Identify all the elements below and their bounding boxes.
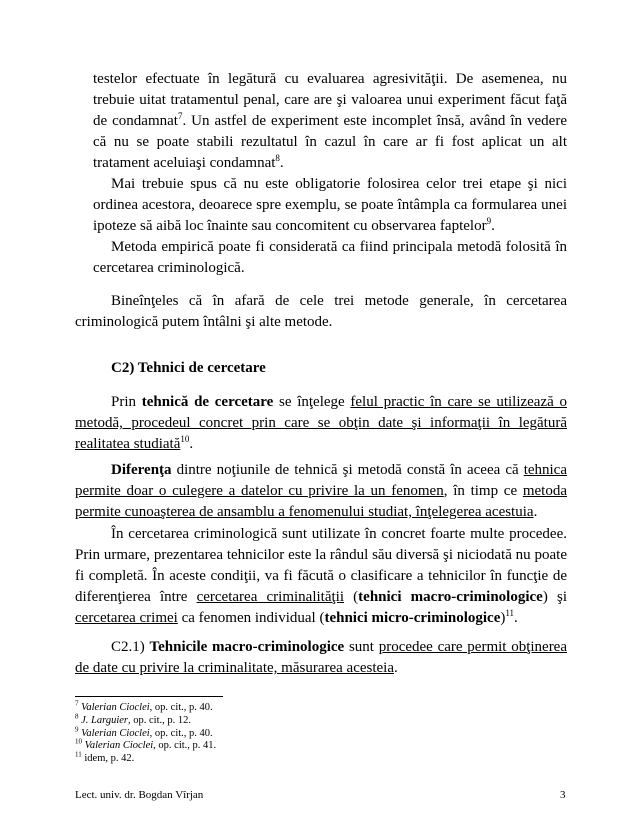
section-heading: C2) Tehnici de cercetare [111, 360, 266, 376]
footnote-ref-8: 8 [275, 153, 280, 163]
footnotes [75, 699, 217, 766]
paragraph-5: Prin tehnică de cercetare se înţelege felul practic în care se utilizează o metodă, procedeul concret prin care se obţin date şi informaţii în legătură realitatea studiată$^{10}$. [75, 394, 567, 452]
paragraph-2: Mai trebuie spus că nu este obligatorie folosirea celor trei etape şi nici ordinea acestora, deoarece spre exemplu, se poate întâmpla ca formularea unei ipoteze să aibă loc înainte sau concomitent cu observarea faptelor$^9$. [93, 176, 567, 234]
footnote-8: $^8$ J. Larguier, op. cit., p. 12. [75, 712, 191, 726]
paragraph-4: Bineînţeles că în afară de cele trei metode generale, în cercetarea criminologică putem întâlni şi alte metode. [75, 293, 567, 330]
footnote-10: $^{10}$ Valerian Cioclei, op. cit., p. 41. [75, 737, 217, 752]
paragraph-1: testelor efectuate în legătură cu evaluarea agresivităţii. De asemenea, nu trebuie uitat tratamentul penal, care are şi valoarea unui experiment făcut faţă de condamnat$^7$. Un astfel de experiment este incomplet însă, având în vedere că nu se poate stabili rezultatul în cazul în care ar fi fost aplicat un alt tratament aceluiaşi condamnat$^8$. [93, 71, 567, 171]
footnote-11: $^{11}$ idem, p. 42. [75, 750, 135, 765]
footnote-ref-10: 10 [180, 434, 190, 444]
paragraph-3: Metoda empirică poate fi considerată ca fiind principala metodă folosită în cercetarea criminologică. [93, 239, 567, 276]
footnote-ref-11: 11 [505, 608, 515, 618]
paragraph-8: C2.1) Tehnicile macro-criminologice sunt procedee care permit obţinerea de date cu privire la criminalitate, măsurarea acesteia. [75, 639, 568, 676]
footnote-ref-9: 9 [486, 216, 492, 226]
footnote-ref-7: 7 [177, 111, 183, 121]
footer-author: Lect. univ. dr. Bogdan Vîrjan [75, 789, 204, 801]
paragraph-7: În cercetarea criminologică sunt utilizate în concret foarte multe procedee. Prin urmare, prezentarea tehnicilor este la rândul său diversă şi niciodată nu poate fi completă. În aceste condiţii, va fi făcută o clasificare a tehnicilor în funcţie de diferenţierea între cercetarea criminalităţii (tehnici macro-criminologice) şi cercetarea crimei ca fenomen individual (tehnici micro-criminologice)$^{11}$. [75, 526, 568, 626]
footnote-9: $^9$ Valerian Cioclei, op. cit., p. 40. [75, 725, 213, 739]
footnote-separator [75, 696, 223, 697]
paragraph-6: Diferenţa dintre noţiunile de tehnică şi metodă constă în aceea că tehnica permite doar o culegere a datelor cu privire la un fenomen, în timp ce metoda permite cunoaşterea de ansamblu a fenomenului studiat, înţelegerea acestuia. [75, 462, 567, 520]
page-number: 3 [560, 789, 566, 801]
footnote-7: $^7$ Valerian Cioclei, op. cit., p. 40. [75, 699, 213, 713]
